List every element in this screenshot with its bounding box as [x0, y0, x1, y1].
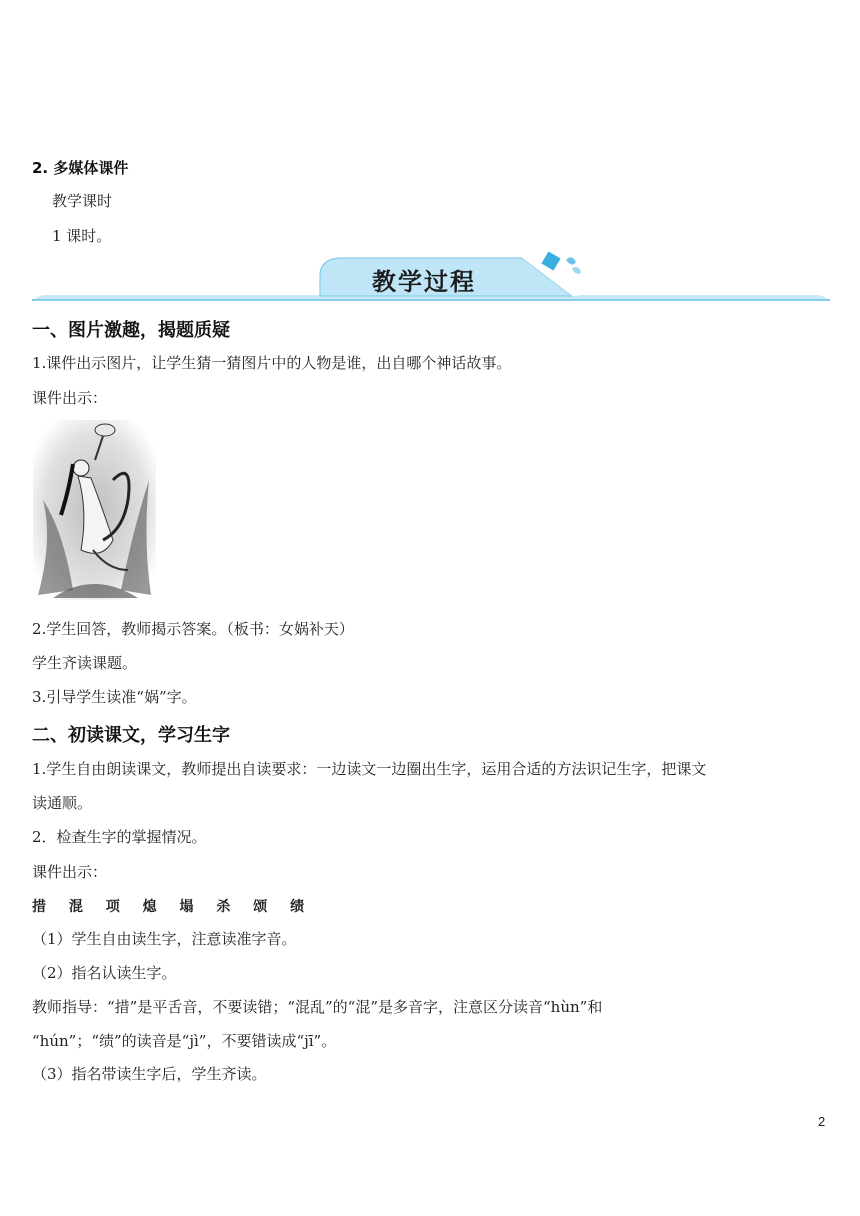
- new-characters: 措 混 项 熄 塌 杀 颂 绩: [32, 899, 314, 915]
- section2-p7: （3）指名带读生字后，学生齐读。: [32, 1065, 267, 1083]
- section2-heading: 二、初读课文，学习生字: [32, 725, 230, 746]
- section2-p5: （2）指名认读生字。: [32, 964, 177, 982]
- period-title: 教学课时: [52, 192, 113, 210]
- section1-p5: 3.引导学生读准“娲”字。: [32, 688, 197, 706]
- section1-p3: 2.学生回答，教师揭示答案。（板书：女娲补天）: [32, 620, 354, 638]
- page-number: 2: [818, 1114, 826, 1129]
- section2-p3: 课件出示：: [32, 863, 108, 881]
- banner-square-icon: [541, 252, 560, 271]
- banner-title: 教学过程: [372, 268, 476, 296]
- section2-p1-line2: 读通顺。: [32, 794, 93, 812]
- section1-p4: 学生齐读课题。: [32, 654, 138, 672]
- banner-drop-icon-2: [572, 267, 581, 274]
- prep-item-2: 2. 多媒体课件: [32, 159, 129, 177]
- section1-heading: 一、图片激趣，揭题质疑: [32, 320, 230, 341]
- banner-drop-icon: [566, 257, 576, 264]
- nuwa-illustration: [33, 420, 156, 600]
- period-value: 1 课时。: [52, 227, 112, 245]
- section2-p2: 2．检查生字的掌握情况。: [32, 828, 207, 846]
- section1-p2: 课件出示：: [32, 389, 108, 407]
- section2-p4: （1）学生自由读生字，注意读准字音。: [32, 930, 297, 948]
- section1-p1: 1.课件出示图片，让学生猜一猜图片中的人物是谁，出自哪个神话故事。: [32, 354, 512, 372]
- section2-p6-line1: 教师指导：“措”是平舌音，不要读错；“混乱”的“混”是多音字，注意区分读音“hùn”和: [32, 998, 603, 1016]
- section-banner: [32, 252, 830, 304]
- section2-p6-line2: “hún”；“绩”的读音是“jì”，不要错读成“jī”。: [32, 1032, 337, 1050]
- section2-p1-line1: 1.学生自由朗读课文，教师提出自读要求：一边读文一边圈出生字，运用合适的方法识记生字，把课文: [32, 760, 707, 778]
